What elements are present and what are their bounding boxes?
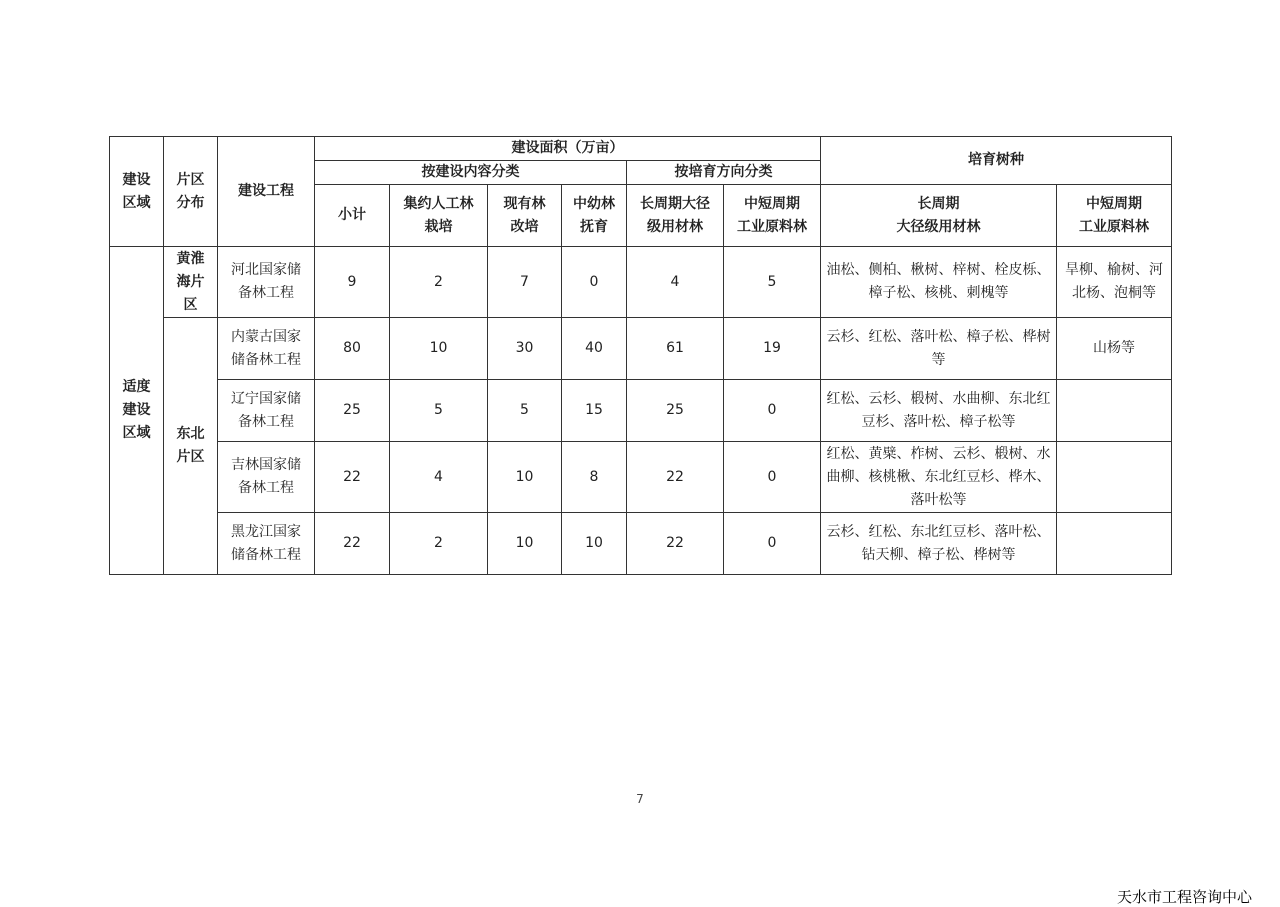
project-cell: 黑龙江国家 储备林工程 (218, 513, 315, 575)
species-short-cell (1057, 380, 1172, 442)
header-young: 中幼林 抚育 (562, 185, 627, 247)
short-cell: 19 (724, 318, 821, 380)
existing-cell: 10 (488, 513, 562, 575)
long-cell: 61 (627, 318, 724, 380)
header-long: 长周期大径 级用材林 (627, 185, 724, 247)
existing-cell: 5 (488, 380, 562, 442)
intensive-cell: 2 (390, 247, 488, 318)
species-long-cell: 红松、黄檗、柞树、云杉、椴树、水曲柳、核桃楸、东北红豆杉、桦木、落叶松等 (821, 442, 1057, 513)
zone-dongbei: 东北 片区 (164, 318, 218, 575)
header-short: 中短周期 工业原料林 (724, 185, 821, 247)
header-region: 建设 区域 (110, 137, 164, 247)
header-species: 培育树种 (821, 137, 1172, 185)
table-row (110, 513, 1172, 575)
page-number: 7 (636, 792, 644, 806)
project-cell: 辽宁国家储 备林工程 (218, 380, 315, 442)
intensive-cell: 4 (390, 442, 488, 513)
intensive-cell: 2 (390, 513, 488, 575)
header-species-short: 中短周期 工业原料林 (1057, 185, 1172, 247)
header-project: 建设工程 (218, 137, 315, 247)
young-cell: 0 (562, 247, 627, 318)
table-row (110, 247, 1172, 318)
header-subtotal: 小计 (315, 185, 390, 247)
subtotal-cell: 25 (315, 380, 390, 442)
header-by-direction: 按培育方向分类 (627, 161, 821, 185)
subtotal-cell: 22 (315, 513, 390, 575)
footer-watermark: 天水市工程咨询中心 (1116, 888, 1252, 906)
species-short-cell: 山杨等 (1057, 318, 1172, 380)
subtotal-cell: 80 (315, 318, 390, 380)
table-row (110, 380, 1172, 442)
project-cell: 河北国家储 备林工程 (218, 247, 315, 318)
young-cell: 40 (562, 318, 627, 380)
header-intensive: 集约人工林 栽培 (390, 185, 488, 247)
long-cell: 22 (627, 442, 724, 513)
header-species-long: 长周期 大径级用材林 (821, 185, 1057, 247)
species-long-cell: 红松、云杉、椴树、水曲柳、东北红豆杉、落叶松、樟子松等 (821, 380, 1057, 442)
short-cell: 0 (724, 513, 821, 575)
zone-huanghuaihai: 黄淮 海片 区 (164, 247, 218, 318)
species-long-cell: 云杉、红松、东北红豆杉、落叶松、钻天柳、樟子松、桦树等 (821, 513, 1057, 575)
subtotal-cell: 9 (315, 247, 390, 318)
header-zone: 片区 分布 (164, 137, 218, 247)
existing-cell: 10 (488, 442, 562, 513)
intensive-cell: 5 (390, 380, 488, 442)
table-row (110, 318, 1172, 380)
header-existing: 现有林 改培 (488, 185, 562, 247)
forest-reserve-table (109, 136, 1172, 575)
existing-cell: 7 (488, 247, 562, 318)
header-area: 建设面积（万亩） (315, 137, 821, 161)
young-cell: 10 (562, 513, 627, 575)
region-cell: 适度 建设 区域 (110, 247, 164, 575)
long-cell: 25 (627, 380, 724, 442)
subtotal-cell: 22 (315, 442, 390, 513)
species-short-cell (1057, 442, 1172, 513)
project-cell: 内蒙古国家 储备林工程 (218, 318, 315, 380)
species-long-cell: 油松、侧柏、楸树、梓树、栓皮栎、樟子松、核桃、刺槐等 (821, 247, 1057, 318)
long-cell: 4 (627, 247, 724, 318)
table-row (110, 442, 1172, 513)
young-cell: 15 (562, 380, 627, 442)
intensive-cell: 10 (390, 318, 488, 380)
young-cell: 8 (562, 442, 627, 513)
long-cell: 22 (627, 513, 724, 575)
short-cell: 0 (724, 380, 821, 442)
short-cell: 0 (724, 442, 821, 513)
project-cell: 吉林国家储 备林工程 (218, 442, 315, 513)
species-long-cell: 云杉、红松、落叶松、樟子松、桦树等 (821, 318, 1057, 380)
species-short-cell (1057, 513, 1172, 575)
species-short-cell: 旱柳、榆树、河北杨、泡桐等 (1057, 247, 1172, 318)
header-by-content: 按建设内容分类 (315, 161, 627, 185)
short-cell: 5 (724, 247, 821, 318)
existing-cell: 30 (488, 318, 562, 380)
